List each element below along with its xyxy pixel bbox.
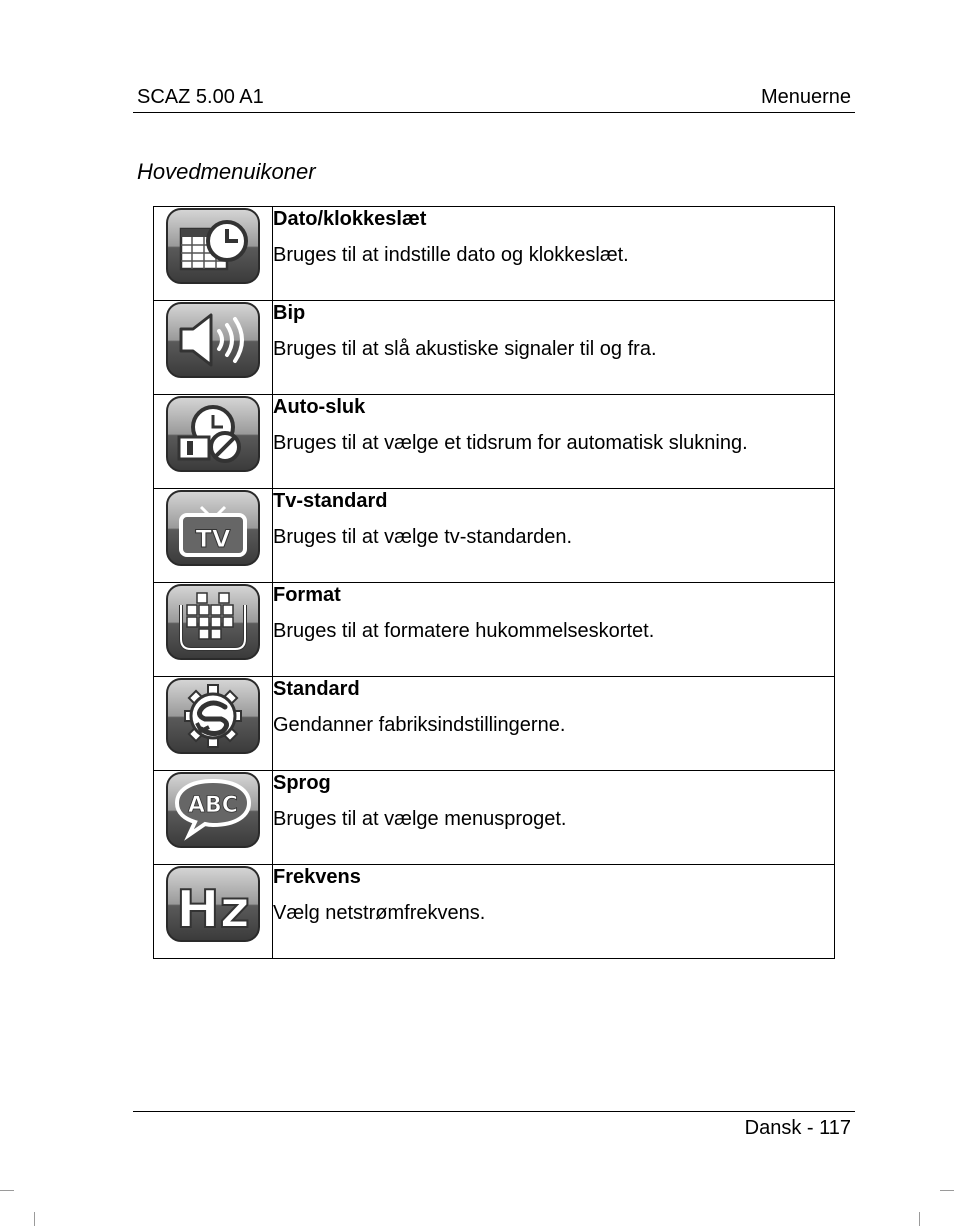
item-title: Frekvens bbox=[273, 866, 361, 888]
icon-cell bbox=[154, 677, 273, 771]
table-row bbox=[154, 583, 835, 677]
icon-cell bbox=[154, 583, 273, 677]
item-title: Auto-sluk bbox=[273, 396, 366, 418]
item-desc: Bruges til at vælge tv-standarden. bbox=[273, 526, 573, 548]
abc-icon-label: ABC bbox=[188, 793, 238, 818]
auto-off-icon bbox=[165, 395, 261, 473]
item-text bbox=[273, 865, 835, 959]
tv-icon-label: TV bbox=[195, 525, 231, 553]
icon-cell bbox=[154, 395, 273, 489]
hz-icon-label: Hz bbox=[176, 880, 250, 940]
table-row bbox=[154, 489, 835, 583]
item-title: Format bbox=[273, 584, 341, 606]
icon-cell bbox=[154, 301, 273, 395]
section-title: Hovedmenuikoner bbox=[137, 159, 316, 184]
item-text bbox=[273, 301, 835, 395]
item-text bbox=[273, 771, 835, 865]
item-text bbox=[273, 583, 835, 677]
item-desc: Bruges til at slå akustiske signaler til og fra. bbox=[273, 338, 657, 360]
table-row bbox=[154, 865, 835, 959]
table-row bbox=[154, 771, 835, 865]
table-row bbox=[154, 677, 835, 771]
item-title: Bip bbox=[273, 302, 306, 324]
table-row bbox=[154, 301, 835, 395]
icon-cell bbox=[154, 489, 273, 583]
item-title: Dato/klokkeslæt bbox=[273, 208, 427, 230]
icon-cell bbox=[154, 207, 273, 301]
item-text bbox=[273, 395, 835, 489]
item-desc: Gendanner fabriksindstillingerne. bbox=[273, 714, 566, 736]
table-row bbox=[154, 207, 835, 301]
item-text bbox=[273, 677, 835, 771]
crop-mark bbox=[940, 1190, 954, 1191]
item-desc: Bruges til at formatere hukommelseskortet. bbox=[273, 620, 655, 642]
table-row bbox=[154, 395, 835, 489]
item-title: Tv-standard bbox=[273, 490, 388, 512]
header-rule bbox=[133, 112, 855, 113]
hz-icon bbox=[165, 865, 261, 943]
page-number: Dansk - 117 bbox=[744, 1117, 851, 1139]
calendar-clock-icon bbox=[165, 207, 261, 285]
header-product-code: SCAZ 5.00 A1 bbox=[137, 86, 264, 108]
footer-rule bbox=[133, 1111, 855, 1112]
reset-gear-icon bbox=[165, 677, 261, 755]
crop-mark bbox=[34, 1212, 35, 1226]
icon-cell bbox=[154, 865, 273, 959]
crop-mark bbox=[0, 1190, 14, 1191]
format-icon bbox=[165, 583, 261, 661]
item-desc: Vælg netstrømfrekvens. bbox=[273, 902, 486, 924]
speaker-icon bbox=[165, 301, 261, 379]
speech-bubble-icon bbox=[165, 771, 261, 849]
item-text bbox=[273, 489, 835, 583]
icon-table bbox=[153, 206, 835, 959]
item-desc: Bruges til at vælge menusproget. bbox=[273, 808, 567, 830]
item-title: Sprog bbox=[273, 772, 331, 794]
header-chapter: Menuerne bbox=[760, 86, 851, 108]
item-desc: Bruges til at vælge et tidsrum for automatisk slukning. bbox=[273, 432, 748, 454]
item-desc: Bruges til at indstille dato og klokkeslæt. bbox=[273, 244, 629, 266]
item-text bbox=[273, 207, 835, 301]
crop-mark bbox=[919, 1212, 920, 1226]
tv-icon bbox=[165, 489, 261, 567]
icon-cell bbox=[154, 771, 273, 865]
item-title: Standard bbox=[273, 678, 360, 700]
